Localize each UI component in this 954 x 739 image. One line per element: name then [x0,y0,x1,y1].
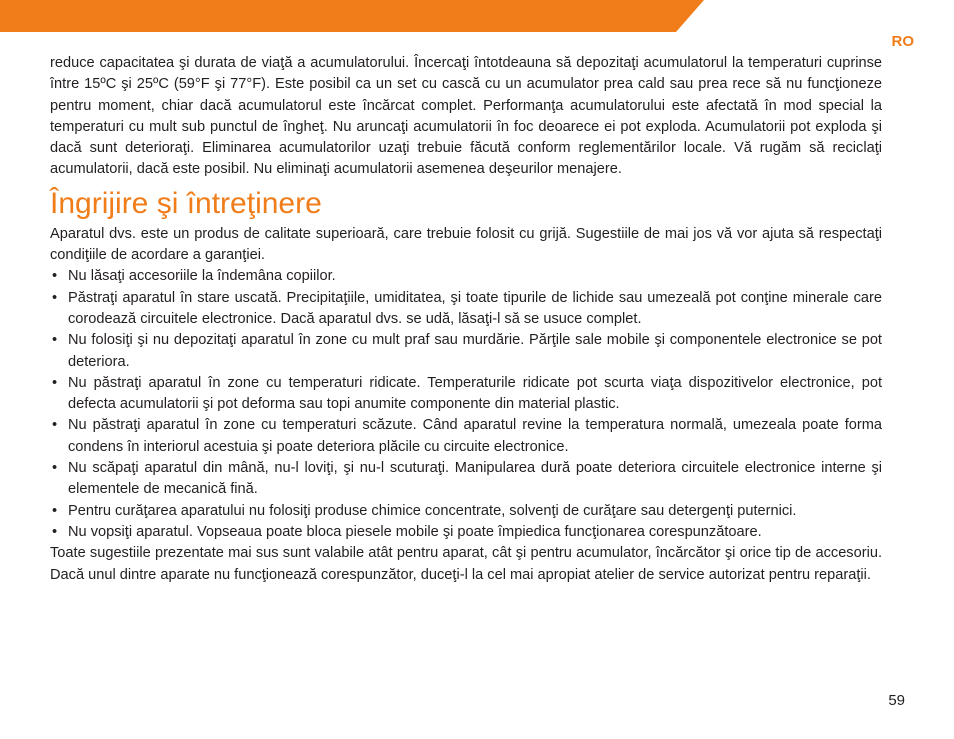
list-item-text: Păstraţi aparatul în stare uscată. Precipitaţiile, umiditatea, şi toate tipurile de lichide sau umezeală pot conţine minerale care corodează circuitele electronice. Dacă aparatul dvs. se udă, lăsaţi-l să se usuce complet. [68,289,882,327]
bullet-icon: • [52,502,58,519]
language-label: RO [891,33,914,50]
list-item-text: Pentru curăţarea aparatului nu folosiţi produse chimice concentrate, solvenţi de curăţare sau detergenţi puternici. [68,502,797,519]
bullet-icon: • [52,417,58,434]
list-item [50,458,882,501]
care-list [50,266,882,543]
section-heading: Îngrijire şi întreţinere [50,186,322,220]
list-item [50,288,882,331]
bullet-icon: • [52,289,58,306]
closing-paragraph: Toate sugestiile prezentate mai sus sunt valabile atât pentru aparat, cât şi pentru acumulator, încărcător şi orice tip de accesoriu. Dacă unul dintre aparate nu funcţionează corespunzător, duceţi-l la cel mai apropiat atelier de service autorizat pentru reparaţii. [50,545,882,583]
list-item-text: Nu scăpaţi aparatul din mână, nu-l loviţi, şi nu-l scuturaţi. Manipularea dură poate deteriora circuitele electronice interne şi elementele de mecanică fină. [68,460,882,498]
list-item-text: Nu păstraţi aparatul în zone cu temperaturi ridicate. Temperaturile ridicate pot scurta viaţa dispozitivelor electronice, pot defecta acumulatorii şi pot deforma sau topi anumite componente din material plastic. [68,374,882,413]
list-item [50,415,882,458]
list-item [50,522,882,543]
list-item-text: Nu folosiţi şi nu depozitaţi aparatul în zone cu mult praf sau murdărie. Părţile sale mobile şi componentele electronice se pot deteriora. [68,332,882,370]
list-item [50,501,882,522]
page-content [50,53,882,586]
bullet-icon: • [52,332,58,349]
list-item [50,373,882,416]
bullet-icon: • [52,374,58,391]
list-item [50,330,882,373]
top-accent-bar [0,0,954,32]
intro-paragraph: reduce capacitatea şi durata de viaţă a acumulatorului. Încercaţi întotdeauna să depozitaţi acumulatorul la temperaturi cuprinse între 15ºC şi 25ºC (59°F şi 77°F). Este posibil ca un set cu cască cu un acumulator prea cald sau prea rece să nu funcţioneze pentru moment, chiar dacă acumulatorul este încărcat complet. Performanţa acumulatorului este afectată în mod special la temperaturi cu mult sub punctul de îngheţ. Nu aruncaţi acumulatorii în foc deoarece ei pot exploda. Acumulatorii pot exploda şi dacă sunt deterioraţi. Eliminarea acumulatorilor uzaţi trebuie făcută conform reglementărilor locale. Vă rugăm să reciclaţi acumulatorii, dacă este posibil. Nu eliminaţi acumulatorii asemenea deşeurilor menajere. [50,55,882,178]
bullet-icon: • [52,523,58,540]
page-number: 59 [888,692,905,709]
list-item [50,266,882,287]
list-item-text: Nu lăsaţi accesoriile la îndemâna copiilor. [68,268,336,285]
list-item-text: Nu păstraţi aparatul în zone cu temperaturi scăzute. Când aparatul revine la temperatura normală, umezeala poate forma condens în interiorul acestuia şi poate deteriora plăcile cu circuite electronice. [68,417,882,455]
section-lead: Aparatul dvs. este un produs de calitate superioară, care trebuie folosit cu grijă. Sugestiile de mai jos vă vor ajuta să respectaţi condiţiile de acordare a garanţiei. [50,225,882,264]
bullet-icon: • [52,268,58,285]
bullet-icon: • [52,460,58,477]
list-item-text: Nu vopsiţi aparatul. Vopseaua poate bloca piesele mobile şi poate împiedica funcţionarea corespunzătoare. [68,523,762,540]
